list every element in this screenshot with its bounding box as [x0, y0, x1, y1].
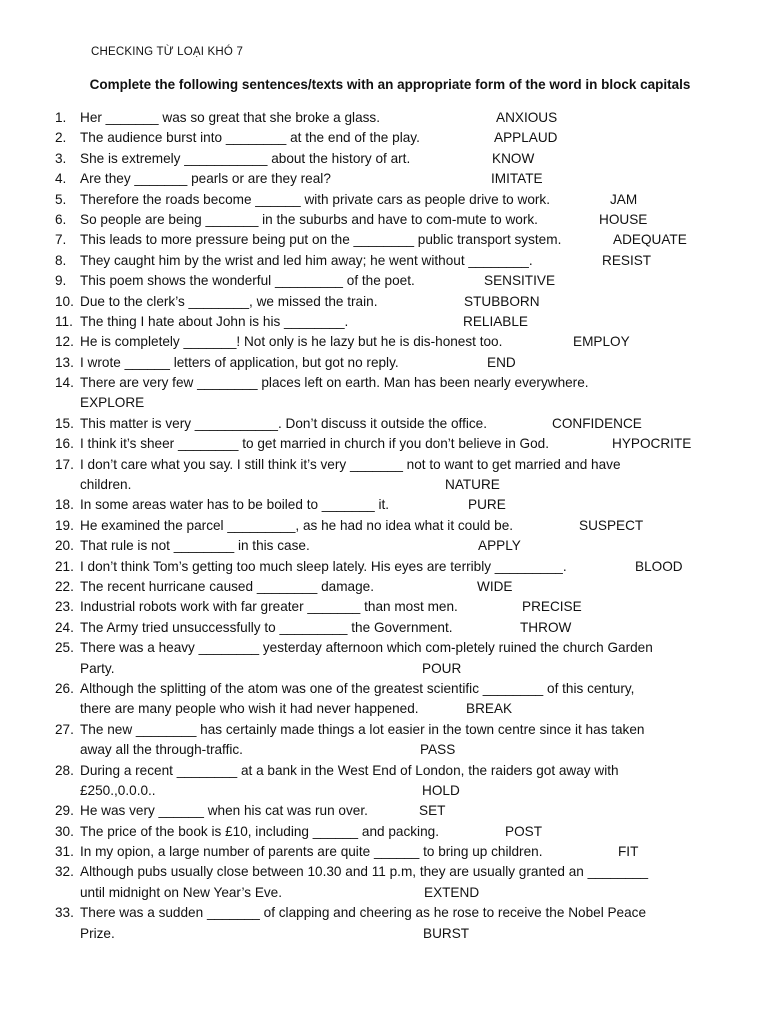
item-sentence-continuation: £250.,0.0.0.. [80, 782, 156, 798]
exercise-item [0, 862, 768, 903]
exercise-item [0, 577, 768, 597]
exercise-item [0, 128, 768, 148]
item-sentence: There was a heavy ________ yesterday afternoon which com-pletely ruined the church Garden [80, 640, 653, 656]
item-sentence-continuation: there are many people who wish it had never happened. [80, 701, 419, 717]
item-keyword: NATURE [445, 477, 500, 493]
item-sentence: That rule is not ________ in this case. [80, 538, 310, 554]
item-number: 30. [55, 823, 74, 839]
item-sentence: Industrial robots work with far greater _______ than most men. [80, 599, 458, 615]
exercise-item [0, 271, 768, 291]
item-number: 19. [55, 517, 74, 533]
item-keyword: KNOW [492, 150, 535, 166]
item-number: 32. [55, 864, 74, 880]
exercise-item [0, 842, 768, 862]
exercise-item [0, 761, 768, 802]
item-sentence: The price of the book is £10, including ______ and packing. [80, 823, 439, 839]
worksheet-title: CHECKING TỪ LOẠI KHÓ 7 [91, 46, 244, 58]
item-sentence: The Army tried unsuccessfully to _________ the Government. [80, 619, 453, 635]
exercise-item [0, 495, 768, 515]
item-keyword: END [487, 354, 516, 370]
item-sentence: Are they _______ pearls or are they real? [80, 171, 331, 187]
item-number: 16. [55, 436, 74, 452]
item-number: 5. [55, 191, 67, 207]
item-keyword: BURST [423, 925, 470, 941]
item-sentence: He was very ______ when his cat was run over. [80, 803, 368, 819]
item-number: 33. [55, 905, 74, 921]
item-number: 27. [55, 721, 74, 737]
item-sentence: In my opion, a large number of parents are quite ______ to bring up children. [80, 844, 543, 860]
item-number: 11. [55, 313, 73, 329]
item-keyword: APPLAUD [494, 130, 558, 146]
item-sentence: They caught him by the wrist and led him away; he went without ________. [80, 252, 533, 268]
item-keyword: PURE [468, 497, 506, 513]
exercise-item [0, 801, 768, 821]
item-keyword: APPLY [478, 538, 521, 554]
exercise-item [0, 597, 768, 617]
item-sentence: This matter is very ___________. Don’t discuss it outside the office. [80, 415, 488, 431]
item-number: 3. [55, 150, 67, 166]
item-sentence: This poem shows the wonderful _________ of the poet. [80, 273, 415, 289]
item-number: 21. [55, 558, 74, 574]
item-sentence-continuation: until midnight on New Year’s Eve. [80, 884, 283, 900]
item-number: 24. [55, 619, 74, 635]
item-number: 23. [55, 599, 74, 615]
item-sentence-continuation: Prize. [80, 925, 115, 941]
item-keyword: HOLD [422, 782, 460, 798]
item-keyword: RELIABLE [463, 313, 528, 329]
item-sentence-continuation: children. [80, 477, 132, 493]
item-number: 20. [55, 538, 74, 554]
item-keyword: PRECISE [522, 599, 582, 615]
item-keyword: ADEQUATE [613, 232, 687, 248]
exercise-item [0, 822, 768, 842]
item-keyword: BLOOD [635, 558, 683, 574]
item-sentence: Due to the clerk’s ________, we missed the train. [80, 293, 378, 309]
item-sentence: In some areas water has to be boiled to _______ it. [80, 497, 390, 513]
item-sentence: So people are being _______ in the suburbs and have to com-mute to work. [80, 211, 538, 227]
item-number: 17. [55, 456, 74, 472]
exercise-item [0, 638, 768, 679]
item-sentence-continuation: EXPLORE [80, 395, 145, 411]
item-number: 10. [55, 293, 74, 309]
item-sentence: There was a sudden _______ of clapping and cheering as he rose to receive the Nobel Peace [80, 905, 647, 921]
item-keyword: FIT [618, 844, 639, 860]
instructions-heading: Complete the following sentences/texts with an appropriate form of the word in block capitals [89, 77, 691, 92]
item-keyword: HOUSE [599, 211, 648, 227]
item-number: 25. [55, 640, 74, 656]
item-number: 18. [55, 497, 74, 513]
exercise-list [0, 108, 768, 944]
item-keyword: POST [505, 823, 543, 839]
item-keyword: SUSPECT [579, 517, 644, 533]
item-number: 12. [55, 334, 74, 350]
item-sentence: Therefore the roads become ______ with private cars as people drive to work. [80, 191, 550, 207]
exercise-item [0, 149, 768, 169]
item-number: 28. [55, 762, 74, 778]
item-sentence-continuation: Party. [80, 660, 115, 676]
exercise-item [0, 169, 768, 189]
item-keyword: HYPOCRITE [612, 436, 692, 452]
item-number: 22. [55, 578, 74, 594]
exercise-item [0, 679, 768, 720]
item-keyword: CONFIDENCE [552, 415, 642, 431]
item-keyword: EXTEND [424, 884, 480, 900]
item-sentence: There are very few ________ places left on earth. Man has been nearly everywhere. [80, 375, 589, 391]
exercise-item [0, 903, 768, 944]
item-number: 7. [55, 232, 67, 248]
exercise-item [0, 455, 768, 496]
item-number: 1. [55, 110, 67, 125]
item-keyword: THROW [520, 619, 572, 635]
item-number: 15. [55, 415, 74, 431]
exercise-item [0, 536, 768, 556]
item-number: 4. [55, 171, 67, 187]
item-keyword: RESIST [602, 252, 652, 268]
item-number: 14. [55, 375, 74, 391]
item-sentence: The audience burst into ________ at the end of the play. [80, 130, 420, 146]
item-keyword: IMITATE [491, 171, 543, 187]
exercise-item [0, 414, 768, 434]
item-keyword: ANXIOUS [496, 110, 558, 125]
item-keyword: WIDE [477, 578, 513, 594]
item-keyword: EMPLOY [573, 334, 630, 350]
exercise-item [0, 516, 768, 536]
item-number: 2. [55, 130, 67, 146]
item-number: 31. [55, 844, 74, 860]
exercise-item [0, 251, 768, 271]
item-sentence: Although the splitting of the atom was one of the greatest scientific ________ of this century, [80, 680, 635, 696]
item-sentence-continuation: away all the through-traffic. [80, 742, 243, 758]
exercise-item [0, 312, 768, 332]
item-keyword: JAM [610, 191, 638, 207]
exercise-item [0, 230, 768, 250]
item-sentence: Her _______ was so great that she broke a glass. [80, 110, 380, 125]
exercise-item [0, 210, 768, 230]
item-number: 8. [55, 252, 67, 268]
exercise-item [0, 557, 768, 577]
item-number: 26. [55, 680, 74, 696]
item-keyword: POUR [422, 660, 462, 676]
item-keyword: BREAK [466, 701, 513, 717]
item-sentence: This leads to more pressure being put on the ________ public transport system. [80, 232, 562, 248]
item-number: 29. [55, 803, 74, 819]
exercise-item [0, 353, 768, 373]
item-sentence: Although pubs usually close between 10.30 and 11 p.m, they are usually granted an ________ [80, 864, 649, 880]
exercise-item [0, 434, 768, 454]
item-sentence: I don’t think Tom’s getting too much sleep lately. His eyes are terribly _________. [80, 558, 567, 574]
exercise-item [0, 190, 768, 210]
item-sentence: I think it’s sheer ________ to get married in church if you don’t believe in God. [80, 436, 550, 452]
exercise-item [0, 618, 768, 638]
exercise-item [0, 373, 768, 414]
item-keyword: SET [419, 803, 446, 819]
item-sentence: She is extremely ___________ about the history of art. [80, 150, 411, 166]
item-number: 9. [55, 273, 67, 289]
item-number: 6. [55, 211, 67, 227]
item-sentence: He examined the parcel _________, as he had no idea what it could be. [80, 517, 514, 533]
item-sentence: The recent hurricane caused ________ damage. [80, 578, 374, 594]
item-sentence: I wrote ______ letters of application, but got no reply. [80, 354, 399, 370]
item-keyword: STUBBORN [464, 293, 540, 309]
item-sentence: The thing I hate about John is his ________. [80, 313, 349, 329]
item-number: 13. [55, 354, 74, 370]
exercise-item [0, 108, 768, 128]
item-sentence: He is completely _______! Not only is he lazy but he is dis-honest too. [80, 334, 503, 350]
exercise-item [0, 292, 768, 312]
exercise-item [0, 720, 768, 761]
item-sentence: I don’t care what you say. I still think it’s very _______ not to want to get married and have [80, 456, 621, 472]
item-keyword: SENSITIVE [484, 273, 556, 289]
item-keyword: PASS [420, 742, 456, 758]
item-sentence: During a recent ________ at a bank in the West End of London, the raiders got away with [80, 762, 619, 778]
item-sentence: The new ________ has certainly made things a lot easier in the town centre since it has taken [80, 721, 645, 737]
exercise-item [0, 332, 768, 352]
